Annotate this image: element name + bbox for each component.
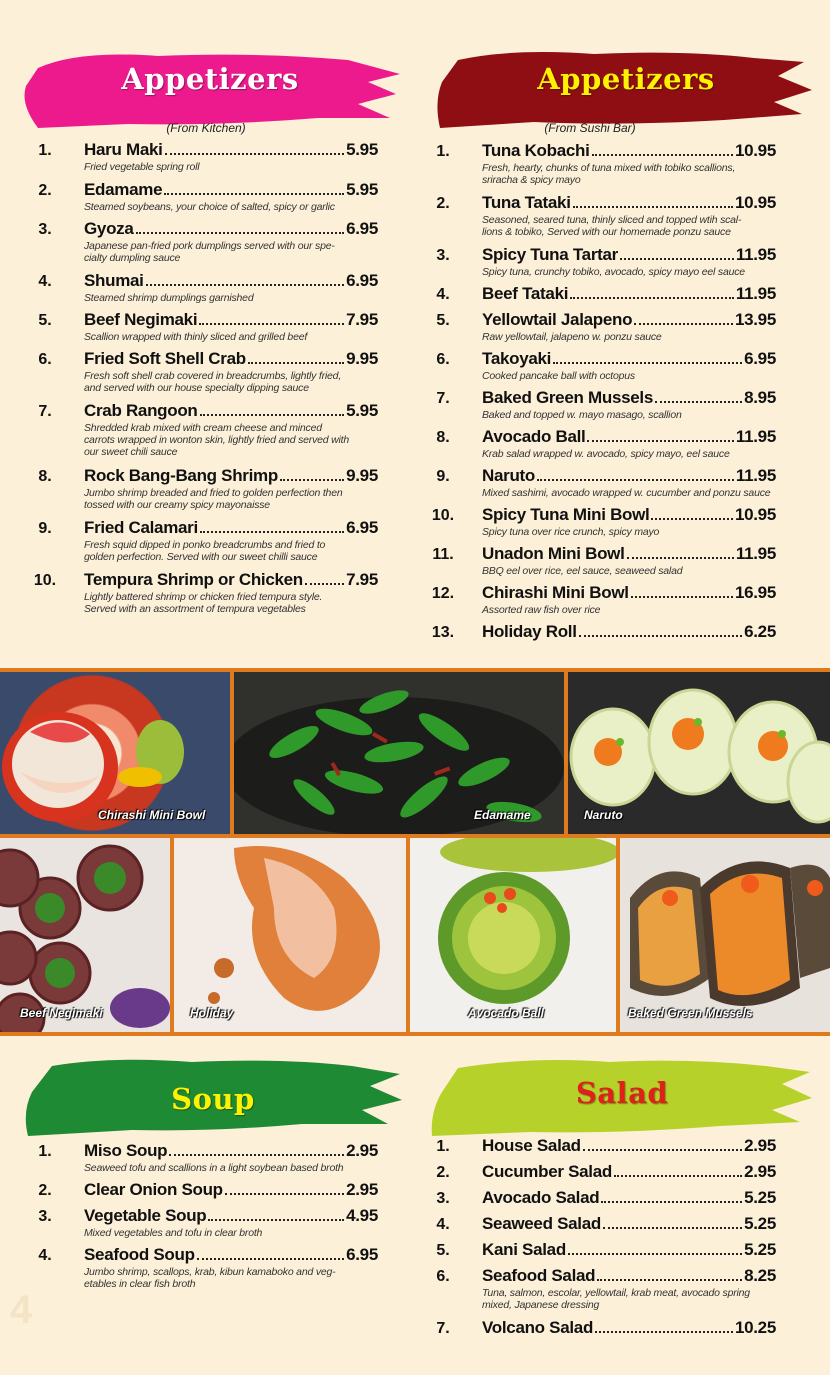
item-description: Scallion wrapped with thinly sliced and grilled beef bbox=[84, 331, 308, 343]
soup-title: Soup bbox=[171, 1082, 255, 1116]
item-description: Fresh, hearty, chunks of tuna mixed with tobiko scallions, sriracha & spicy mayo bbox=[482, 162, 736, 186]
item-name: Baked Green Mussels bbox=[482, 388, 653, 407]
item-price: 8.95 bbox=[744, 388, 776, 407]
item-name: Unadon Mini Bowl bbox=[482, 544, 625, 563]
item-description: Assorted raw fish over rice bbox=[482, 604, 601, 616]
item-name: Yellowtail Jalapeno bbox=[482, 310, 633, 329]
item-name: Tuna Tataki bbox=[482, 193, 571, 212]
item-name: Miso Soup bbox=[84, 1141, 168, 1160]
beef-negimaki-photo bbox=[0, 838, 170, 1032]
item-number: 2. bbox=[436, 195, 450, 212]
item-price: 11.95 bbox=[735, 427, 776, 446]
item-description: Cooked pancake ball with octopus bbox=[482, 370, 635, 382]
item-price: 5.25 bbox=[744, 1188, 776, 1207]
item-description: Seaweed tofu and scallions in a light soybean based broth bbox=[84, 1162, 344, 1174]
item-number: 4. bbox=[38, 1247, 52, 1264]
item-price: 9.95 bbox=[346, 349, 378, 368]
item-name: Volcano Salad bbox=[482, 1318, 594, 1337]
item-line bbox=[84, 1206, 378, 1226]
item-name: Crab Rangoon bbox=[84, 401, 198, 420]
item-number: 8. bbox=[436, 429, 450, 446]
item-price: 6.25 bbox=[744, 622, 776, 641]
item-name: Avocado Salad bbox=[482, 1188, 600, 1207]
item-price: 8.25 bbox=[744, 1266, 776, 1285]
item-number: 4. bbox=[436, 1216, 450, 1233]
item-number: 10. bbox=[431, 507, 455, 524]
item-number: 1. bbox=[436, 143, 450, 160]
item-name: Spicy Tuna Tartar bbox=[482, 245, 618, 264]
item-name: Tempura Shrimp or Chicken bbox=[84, 570, 303, 589]
item-price: 6.95 bbox=[346, 518, 378, 537]
item-description: Spicy tuna, crunchy tobiko, avocado, spicy mayo eel sauce bbox=[482, 266, 745, 278]
item-description: Raw yellowtail, jalapeno w. ponzu sauce bbox=[482, 331, 662, 343]
item-name: Spicy Tuna Mini Bowl bbox=[482, 505, 650, 524]
item-line bbox=[482, 1266, 776, 1286]
photo-caption: Beef Negimaki bbox=[20, 1006, 103, 1020]
item-price: 5.95 bbox=[346, 401, 378, 420]
item-line bbox=[482, 1214, 776, 1234]
appetizers-kitchen-title: Appetizers bbox=[121, 62, 299, 96]
item-description: Fried vegetable spring roll bbox=[84, 161, 200, 173]
photo-caption: Naruto bbox=[584, 808, 623, 822]
item-number: 1. bbox=[436, 1138, 450, 1155]
kitchen-subtitle: (From Kitchen) bbox=[166, 121, 246, 135]
item-name: Shumai bbox=[84, 271, 144, 290]
item-price: 10.95 bbox=[734, 193, 776, 212]
item-name: Kani Salad bbox=[482, 1240, 566, 1259]
item-description: Spicy tuna over rice crunch, spicy mayo bbox=[482, 526, 660, 538]
item-description: Steamed shrimp dumplings garnished bbox=[84, 292, 254, 304]
appetizers-sushi-title: Appetizers bbox=[537, 62, 715, 96]
photo-caption: Baked Green Mussels bbox=[628, 1006, 753, 1020]
item-name: Fried Calamari bbox=[84, 518, 198, 537]
item-number: 12. bbox=[431, 585, 455, 602]
item-number: 13. bbox=[431, 624, 455, 641]
page-number: 4 bbox=[10, 1288, 33, 1332]
dot-leader bbox=[603, 1227, 742, 1229]
item-number: 9. bbox=[436, 468, 450, 485]
item-description: Baked and topped w. mayo masago, scallion bbox=[482, 409, 682, 421]
item-name: Clear Onion Soup bbox=[84, 1180, 223, 1199]
item-price: 6.95 bbox=[744, 349, 776, 368]
item-name: Haru Maki bbox=[84, 140, 163, 159]
item-number: 11. bbox=[432, 546, 454, 563]
item-name: Beef Tataki bbox=[482, 284, 569, 303]
item-description: Mixed vegetables and tofu in clear broth bbox=[84, 1227, 263, 1239]
item-description: Mixed sashimi, avocado wrapped w. cucumber and ponzu sauce bbox=[482, 487, 771, 499]
item-name: Seafood Salad bbox=[482, 1266, 596, 1285]
item-price: 2.95 bbox=[346, 1180, 378, 1199]
item-price: 5.25 bbox=[744, 1214, 776, 1233]
item-number: 3. bbox=[38, 1208, 52, 1225]
item-price: 2.95 bbox=[744, 1162, 776, 1181]
item-description: Krab salad wrapped w. avocado, spicy mayo, eel sauce bbox=[482, 448, 730, 460]
item-name: Chirashi Mini Bowl bbox=[482, 583, 629, 602]
dot-leader bbox=[169, 1154, 344, 1156]
item-number: 2. bbox=[436, 1164, 450, 1181]
item-price: 7.95 bbox=[346, 570, 378, 589]
item-number: 3. bbox=[436, 1190, 450, 1207]
item-description: Fresh squid dipped in ponko breadcrumbs and fried to golden perfection. Served with our sweet chilli sauce bbox=[84, 539, 326, 563]
photo-caption: Avocado Ball bbox=[468, 1006, 545, 1020]
item-price: 6.95 bbox=[346, 271, 378, 290]
item-line bbox=[482, 1240, 776, 1260]
item-number: 6. bbox=[436, 351, 450, 368]
holiday-roll-photo bbox=[174, 838, 406, 1032]
item-name: Avocado Ball bbox=[482, 427, 586, 446]
dot-leader bbox=[597, 1279, 742, 1281]
item-price: 5.25 bbox=[744, 1240, 776, 1259]
item-number: 5. bbox=[38, 312, 52, 329]
dot-leader bbox=[583, 1149, 742, 1151]
item-number: 6. bbox=[436, 1268, 450, 1285]
item-number: 2. bbox=[38, 1182, 52, 1199]
item-description: Shredded krab mixed with cream cheese and minced carrots wrapped in wonton skin, lightly fried and served with our sweet chili sauce bbox=[84, 422, 350, 458]
item-price: 9.95 bbox=[346, 466, 378, 485]
item-price: 11.95 bbox=[735, 284, 776, 303]
item-price: 6.95 bbox=[346, 219, 378, 238]
photo-caption: Edamame bbox=[474, 808, 531, 822]
item-description: Japanese pan-fried pork dumplings served with our spe- cialty dumpling sauce bbox=[84, 240, 335, 264]
item-number: 1. bbox=[38, 1143, 52, 1160]
item-description: Steamed soybeans, your choice of salted, spicy or garlic bbox=[84, 201, 335, 213]
item-number: 2. bbox=[38, 182, 52, 199]
salad-title: Salad bbox=[575, 1076, 669, 1110]
item-number: 5. bbox=[436, 312, 450, 329]
item-line bbox=[482, 1318, 776, 1338]
item-price: 13.95 bbox=[734, 310, 776, 329]
item-name: Tuna Kobachi bbox=[482, 141, 590, 160]
photo-caption: Holiday bbox=[190, 1006, 234, 1020]
item-line bbox=[482, 1162, 776, 1182]
item-name: Gyoza bbox=[84, 219, 134, 238]
dot-leader bbox=[614, 1175, 742, 1177]
item-number: 3. bbox=[38, 221, 52, 238]
item-number: 7. bbox=[38, 403, 52, 420]
item-name: Beef Negimaki bbox=[84, 310, 198, 329]
item-name: Fried Soft Shell Crab bbox=[84, 349, 246, 368]
item-price: 10.25 bbox=[734, 1318, 776, 1337]
item-name: Takoyaki bbox=[482, 349, 552, 368]
item-description: BBQ eel over rice, eel sauce, seaweed salad bbox=[482, 565, 683, 577]
photo-caption: Chirashi Mini Bowl bbox=[98, 808, 206, 822]
item-number: 7. bbox=[436, 390, 450, 407]
dot-leader bbox=[197, 1258, 344, 1260]
item-price: 10.95 bbox=[734, 505, 776, 524]
item-price: 10.95 bbox=[734, 141, 776, 160]
item-number: 7. bbox=[436, 1320, 450, 1337]
item-number: 1. bbox=[38, 142, 52, 159]
item-line bbox=[84, 1141, 378, 1161]
item-price: 4.95 bbox=[346, 1206, 378, 1225]
dot-leader bbox=[568, 1253, 742, 1255]
item-description: Tuna, salmon, escolar, yellowtail, krab meat, avocado spring mixed, Japanese dressing bbox=[482, 1287, 750, 1311]
edamame-photo bbox=[234, 672, 564, 834]
item-price: 11.95 bbox=[735, 544, 776, 563]
item-name: Rock Bang-Bang Shrimp bbox=[84, 466, 278, 485]
item-number: 9. bbox=[38, 520, 52, 537]
item-description: Fresh soft shell crab covered in breadcrumbs, lightly fried, and served with our house specialty dipping sauce bbox=[84, 370, 342, 394]
chirashi-bowl-photo bbox=[0, 672, 230, 834]
item-name: Seaweed Salad bbox=[482, 1214, 601, 1233]
item-price: 11.95 bbox=[735, 466, 776, 485]
dot-leader bbox=[208, 1219, 344, 1221]
item-price: 5.95 bbox=[346, 180, 378, 199]
item-price: 5.95 bbox=[346, 140, 378, 159]
item-number: 5. bbox=[436, 1242, 450, 1259]
item-number: 8. bbox=[38, 468, 52, 485]
item-description: Jumbo shrimp, scallops, krab, kibun kamaboko and veg- etables in clear fish broth bbox=[84, 1266, 336, 1290]
soup-list bbox=[30, 0, 380, 1300]
item-line bbox=[482, 1188, 776, 1208]
item-line bbox=[84, 1245, 378, 1265]
dot-leader bbox=[601, 1201, 742, 1203]
dot-leader bbox=[595, 1331, 733, 1333]
item-name: Naruto bbox=[482, 466, 535, 485]
item-description: Seasoned, seared tuna, thinly sliced and topped wtih scal- lions & tobiko, Served with our homemade ponzu sauce bbox=[482, 214, 742, 238]
baked-mussels-photo bbox=[620, 838, 830, 1032]
sushi-bar-subtitle: (From Sushi Bar) bbox=[544, 121, 636, 135]
item-price: 11.95 bbox=[735, 245, 776, 264]
naruto-photo bbox=[568, 672, 830, 834]
item-name: Holiday Roll bbox=[482, 622, 577, 641]
item-name: Vegetable Soup bbox=[84, 1206, 207, 1225]
item-price: 7.95 bbox=[346, 310, 378, 329]
item-description: Lightly battered shrimp or chicken fried tempura style. Served with an assortment of tempura vegetables bbox=[84, 591, 323, 615]
item-name: Cucumber Salad bbox=[482, 1162, 612, 1181]
item-name: Seafood Soup bbox=[84, 1245, 195, 1264]
item-price: 16.95 bbox=[734, 583, 776, 602]
item-number: 6. bbox=[38, 351, 52, 368]
item-name: Edamame bbox=[84, 180, 163, 199]
item-name: House Salad bbox=[482, 1136, 581, 1155]
item-number: 3. bbox=[436, 247, 450, 264]
avocado-ball-photo bbox=[410, 838, 616, 1032]
item-number: 10. bbox=[33, 572, 57, 589]
item-number: 4. bbox=[38, 273, 52, 290]
item-price: 2.95 bbox=[744, 1136, 776, 1155]
item-line bbox=[84, 1180, 378, 1200]
item-description: Jumbo shrimp breaded and fried to golden perfection then tossed with our creamy spicy mayonaisse bbox=[84, 487, 343, 511]
item-line bbox=[482, 1136, 776, 1156]
dot-leader bbox=[225, 1193, 344, 1195]
item-price: 2.95 bbox=[346, 1141, 378, 1160]
item-price: 6.95 bbox=[346, 1245, 378, 1264]
item-number: 4. bbox=[436, 286, 450, 303]
